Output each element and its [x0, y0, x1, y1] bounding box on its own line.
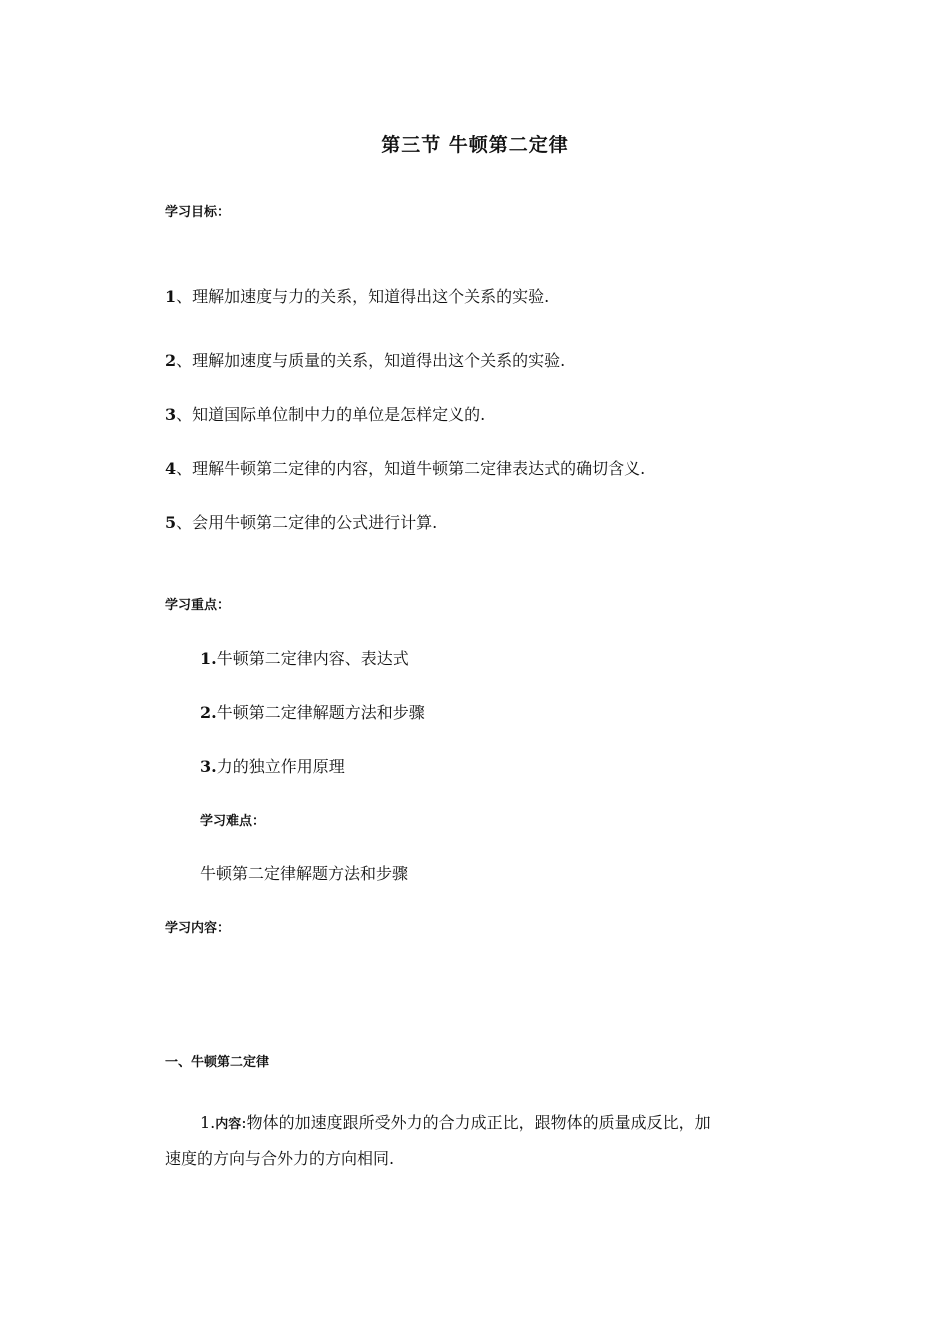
objective-text: 、知道国际单位制中力的单位是怎样定义的.: [176, 405, 486, 424]
paragraph-label: 内容: [215, 1117, 242, 1132]
objective-number: 3: [165, 405, 177, 424]
key-point-item: [200, 651, 409, 667]
objective-item: [165, 289, 549, 305]
key-point-item: [200, 759, 345, 775]
objective-number: 5: [165, 513, 177, 532]
objective-text: 、理解加速度与质量的关系，知道得出这个关系的实验.: [176, 351, 566, 370]
objective-item: [165, 461, 645, 477]
paragraph-line: [165, 1106, 790, 1142]
key-point-text: 牛顿第二定律内容、表达式: [216, 649, 409, 668]
section-heading: 一、牛顿第二定律: [165, 1055, 270, 1070]
objective-item: [165, 353, 565, 369]
key-point-text: 力的独立作用原理: [216, 757, 345, 776]
objective-number: 4: [165, 459, 177, 478]
paragraph-colon: :: [241, 1113, 247, 1132]
page-title: 第三节 牛顿第二定律: [381, 134, 569, 156]
difficulties-heading: 学习难点：: [200, 814, 266, 829]
paragraph-number: 1.: [200, 1113, 216, 1132]
objective-text: 、会用牛顿第二定律的公式进行计算.: [176, 513, 438, 532]
objective-number: 1: [165, 287, 177, 306]
objective-item: [165, 515, 437, 531]
key-point-number: 2.: [200, 703, 217, 722]
paragraph-line1: 物体的加速度跟所受外力的合力成正比，跟物体的质量成反比，加: [246, 1113, 711, 1132]
key-points-heading: 学习重点：: [165, 598, 231, 613]
key-point-item: [200, 705, 425, 721]
content-heading: 学习内容：: [165, 921, 231, 936]
key-point-text: 牛顿第二定律解题方法和步骤: [216, 703, 425, 722]
paragraph-line2: 速度的方向与合外力的方向相同.: [165, 1149, 395, 1168]
objective-text: 、理解加速度与力的关系，知道得出这个关系的实验.: [176, 287, 550, 306]
key-point-number: 1.: [200, 649, 217, 668]
objective-item: [165, 407, 485, 423]
key-point-number: 3.: [200, 757, 217, 776]
difficulties-text: 牛顿第二定律解题方法和步骤: [200, 864, 409, 883]
objective-text: 、理解牛顿第二定律的内容，知道牛顿第二定律表达式的确切含义.: [176, 459, 646, 478]
objectives-heading: 学习目标：: [165, 205, 231, 220]
content-paragraph: [165, 1106, 790, 1176]
objective-number: 2: [165, 351, 177, 370]
